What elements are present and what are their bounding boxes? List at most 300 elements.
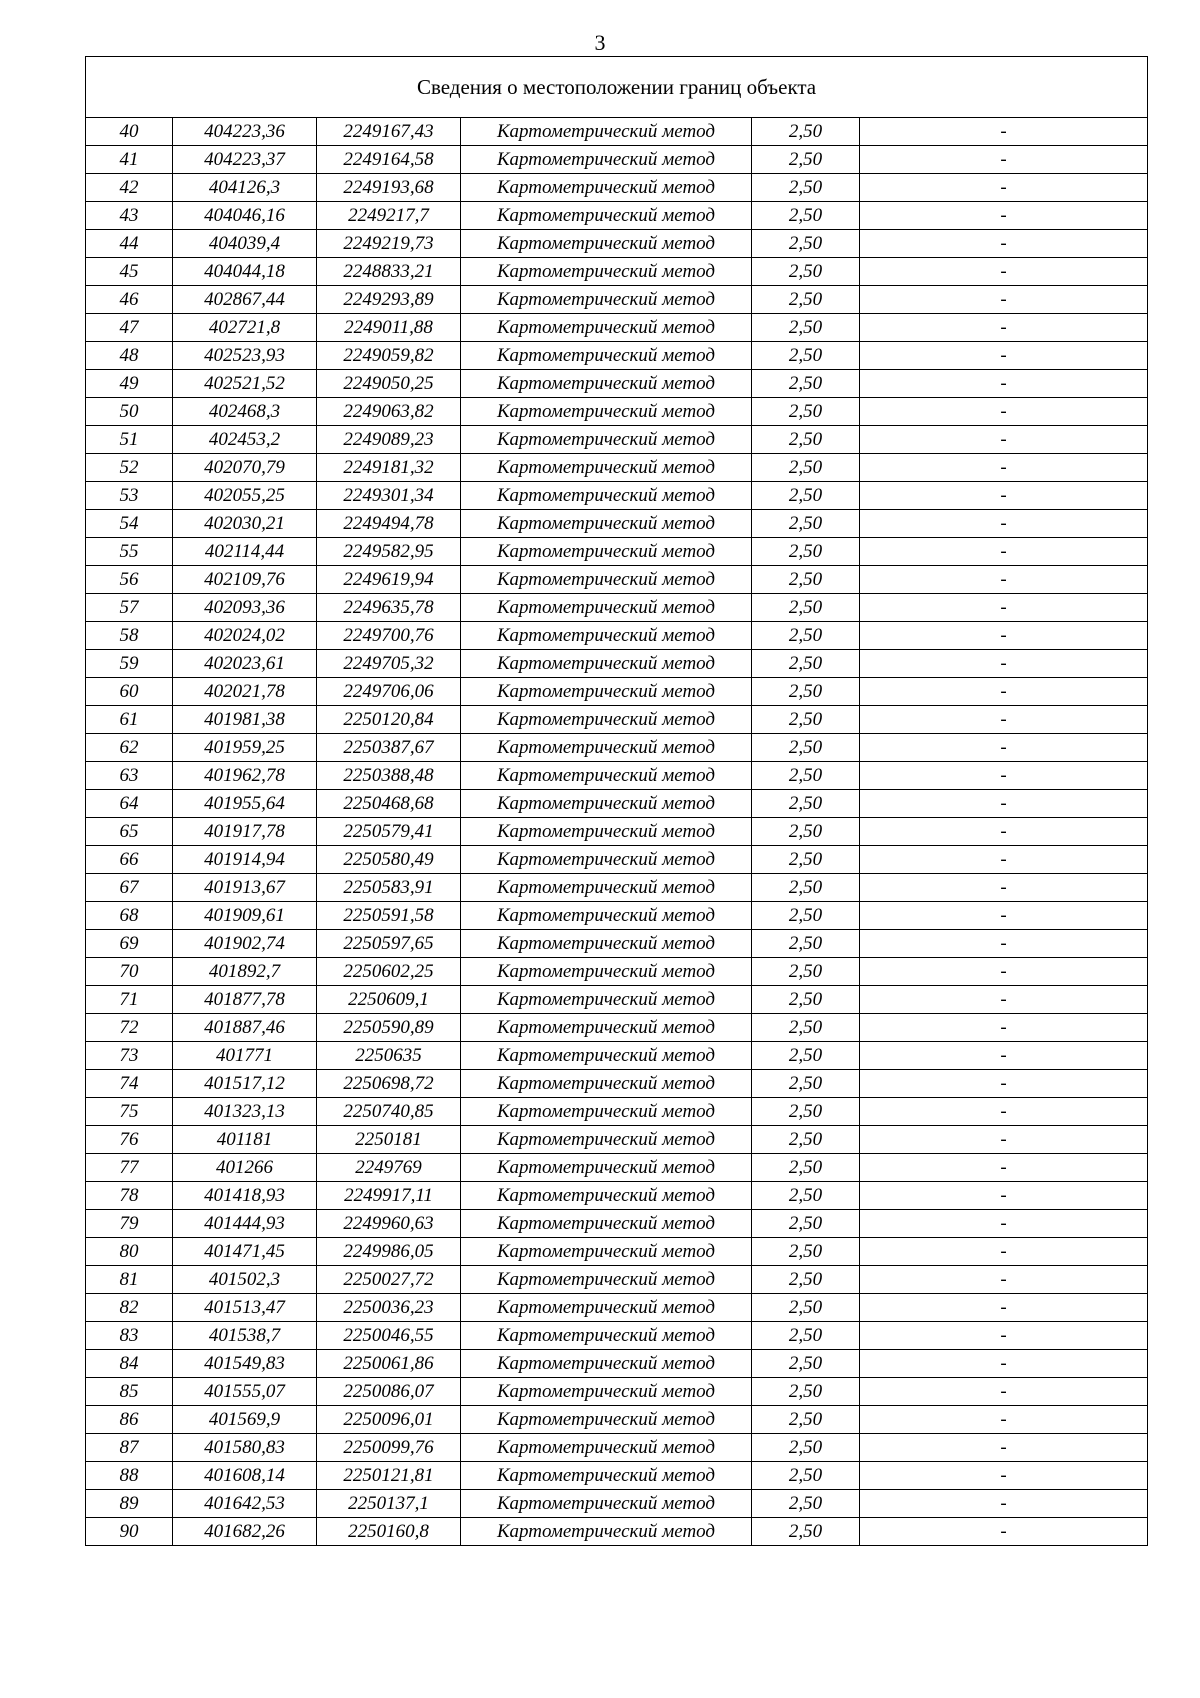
y-coordinate-cell: 2250061,86 (317, 1350, 461, 1378)
point-number-cell: 74 (86, 1070, 173, 1098)
y-coordinate-cell: 2249050,25 (317, 370, 461, 398)
point-number-cell: 87 (86, 1434, 173, 1462)
y-coordinate-cell: 2250388,48 (317, 762, 461, 790)
point-number-cell: 70 (86, 958, 173, 986)
method-cell: Картометрический метод (461, 1350, 752, 1378)
precision-cell: 2,50 (752, 790, 860, 818)
x-coordinate-cell: 404126,3 (173, 174, 317, 202)
x-coordinate-cell: 402093,36 (173, 594, 317, 622)
x-coordinate-cell: 401959,25 (173, 734, 317, 762)
precision-cell: 2,50 (752, 1322, 860, 1350)
method-cell: Картометрический метод (461, 342, 752, 370)
x-coordinate-cell: 401513,47 (173, 1294, 317, 1322)
method-cell: Картометрический метод (461, 1238, 752, 1266)
point-number-cell: 72 (86, 1014, 173, 1042)
table-row (86, 1042, 1148, 1070)
table-row (86, 482, 1148, 510)
precision-cell: 2,50 (752, 342, 860, 370)
precision-cell: 2,50 (752, 314, 860, 342)
y-coordinate-cell: 2250579,41 (317, 818, 461, 846)
precision-cell: 2,50 (752, 650, 860, 678)
y-coordinate-cell: 2249167,43 (317, 118, 461, 146)
x-coordinate-cell: 402023,61 (173, 650, 317, 678)
table-row (86, 1070, 1148, 1098)
method-cell: Картометрический метод (461, 594, 752, 622)
point-number-cell: 45 (86, 258, 173, 286)
point-number-cell: 78 (86, 1182, 173, 1210)
table-row (86, 174, 1148, 202)
y-coordinate-cell: 2250583,91 (317, 874, 461, 902)
precision-cell: 2,50 (752, 958, 860, 986)
method-cell: Картометрический метод (461, 678, 752, 706)
description-cell: - (860, 454, 1148, 482)
description-cell: - (860, 902, 1148, 930)
method-cell: Картометрический метод (461, 818, 752, 846)
precision-cell: 2,50 (752, 1070, 860, 1098)
table-row (86, 454, 1148, 482)
method-cell: Картометрический метод (461, 1406, 752, 1434)
method-cell: Картометрический метод (461, 1266, 752, 1294)
method-cell: Картометрический метод (461, 398, 752, 426)
y-coordinate-cell: 2250609,1 (317, 986, 461, 1014)
precision-cell: 2,50 (752, 1182, 860, 1210)
description-cell: - (860, 818, 1148, 846)
precision-cell: 2,50 (752, 846, 860, 874)
description-cell: - (860, 1238, 1148, 1266)
y-coordinate-cell: 2250468,68 (317, 790, 461, 818)
description-cell: - (860, 1406, 1148, 1434)
precision-cell: 2,50 (752, 1014, 860, 1042)
table-row (86, 314, 1148, 342)
point-number-cell: 73 (86, 1042, 173, 1070)
precision-cell: 2,50 (752, 230, 860, 258)
table-row (86, 1350, 1148, 1378)
description-cell: - (860, 510, 1148, 538)
table-row (86, 1294, 1148, 1322)
table-row (86, 1238, 1148, 1266)
y-coordinate-cell: 2250740,85 (317, 1098, 461, 1126)
point-number-cell: 77 (86, 1154, 173, 1182)
precision-cell: 2,50 (752, 538, 860, 566)
y-coordinate-cell: 2249917,11 (317, 1182, 461, 1210)
precision-cell: 2,50 (752, 902, 860, 930)
y-coordinate-cell: 2250160,8 (317, 1518, 461, 1546)
y-coordinate-cell: 2250580,49 (317, 846, 461, 874)
x-coordinate-cell: 401538,7 (173, 1322, 317, 1350)
point-number-cell: 51 (86, 426, 173, 454)
table-row (86, 398, 1148, 426)
point-number-cell: 80 (86, 1238, 173, 1266)
point-number-cell: 75 (86, 1098, 173, 1126)
precision-cell: 2,50 (752, 1294, 860, 1322)
x-coordinate-cell: 402468,3 (173, 398, 317, 426)
description-cell: - (860, 118, 1148, 146)
y-coordinate-cell: 2249705,32 (317, 650, 461, 678)
method-cell: Картометрический метод (461, 1490, 752, 1518)
table-row (86, 594, 1148, 622)
y-coordinate-cell: 2249494,78 (317, 510, 461, 538)
table-row (86, 1182, 1148, 1210)
point-number-cell: 49 (86, 370, 173, 398)
point-number-cell: 46 (86, 286, 173, 314)
precision-cell: 2,50 (752, 678, 860, 706)
point-number-cell: 44 (86, 230, 173, 258)
point-number-cell: 52 (86, 454, 173, 482)
y-coordinate-cell: 2250099,76 (317, 1434, 461, 1462)
method-cell: Картометрический метод (461, 202, 752, 230)
y-coordinate-cell: 2249293,89 (317, 286, 461, 314)
x-coordinate-cell: 401444,93 (173, 1210, 317, 1238)
table-row (86, 1126, 1148, 1154)
y-coordinate-cell: 2250046,55 (317, 1322, 461, 1350)
precision-cell: 2,50 (752, 482, 860, 510)
y-coordinate-cell: 2249619,94 (317, 566, 461, 594)
x-coordinate-cell: 401955,64 (173, 790, 317, 818)
precision-cell: 2,50 (752, 258, 860, 286)
method-cell: Картометрический метод (461, 1126, 752, 1154)
precision-cell: 2,50 (752, 566, 860, 594)
precision-cell: 2,50 (752, 1406, 860, 1434)
description-cell: - (860, 594, 1148, 622)
table-row (86, 1434, 1148, 1462)
y-coordinate-cell: 2249063,82 (317, 398, 461, 426)
x-coordinate-cell: 402523,93 (173, 342, 317, 370)
point-number-cell: 86 (86, 1406, 173, 1434)
x-coordinate-cell: 401887,46 (173, 1014, 317, 1042)
y-coordinate-cell: 2249059,82 (317, 342, 461, 370)
description-cell: - (860, 1014, 1148, 1042)
table-body (86, 118, 1148, 1546)
table-row (86, 118, 1148, 146)
point-number-cell: 53 (86, 482, 173, 510)
x-coordinate-cell: 404046,16 (173, 202, 317, 230)
x-coordinate-cell: 401917,78 (173, 818, 317, 846)
description-cell: - (860, 286, 1148, 314)
description-cell: - (860, 734, 1148, 762)
x-coordinate-cell: 402453,2 (173, 426, 317, 454)
description-cell: - (860, 370, 1148, 398)
description-cell: - (860, 230, 1148, 258)
description-cell: - (860, 1294, 1148, 1322)
y-coordinate-cell: 2250635 (317, 1042, 461, 1070)
point-number-cell: 55 (86, 538, 173, 566)
method-cell: Картометрический метод (461, 1182, 752, 1210)
table-row (86, 1518, 1148, 1546)
y-coordinate-cell: 2249582,95 (317, 538, 461, 566)
precision-cell: 2,50 (752, 286, 860, 314)
point-number-cell: 47 (86, 314, 173, 342)
precision-cell: 2,50 (752, 146, 860, 174)
precision-cell: 2,50 (752, 1210, 860, 1238)
description-cell: - (860, 1070, 1148, 1098)
precision-cell: 2,50 (752, 398, 860, 426)
table-row (86, 902, 1148, 930)
description-cell: - (860, 790, 1148, 818)
point-number-cell: 56 (86, 566, 173, 594)
point-number-cell: 61 (86, 706, 173, 734)
precision-cell: 2,50 (752, 1350, 860, 1378)
point-number-cell: 65 (86, 818, 173, 846)
table-row (86, 1266, 1148, 1294)
y-coordinate-cell: 2249219,73 (317, 230, 461, 258)
point-number-cell: 89 (86, 1490, 173, 1518)
description-cell: - (860, 1322, 1148, 1350)
precision-cell: 2,50 (752, 874, 860, 902)
table-row (86, 230, 1148, 258)
y-coordinate-cell: 2250602,25 (317, 958, 461, 986)
x-coordinate-cell: 402055,25 (173, 482, 317, 510)
method-cell: Картометрический метод (461, 454, 752, 482)
table-row (86, 1378, 1148, 1406)
x-coordinate-cell: 402030,21 (173, 510, 317, 538)
point-number-cell: 76 (86, 1126, 173, 1154)
table-row (86, 1490, 1148, 1518)
precision-cell: 2,50 (752, 1266, 860, 1294)
point-number-cell: 88 (86, 1462, 173, 1490)
table-row (86, 1462, 1148, 1490)
x-coordinate-cell: 401471,45 (173, 1238, 317, 1266)
method-cell: Картометрический метод (461, 1378, 752, 1406)
description-cell: - (860, 314, 1148, 342)
y-coordinate-cell: 2250120,84 (317, 706, 461, 734)
point-number-cell: 79 (86, 1210, 173, 1238)
method-cell: Картометрический метод (461, 1014, 752, 1042)
precision-cell: 2,50 (752, 454, 860, 482)
x-coordinate-cell: 402024,02 (173, 622, 317, 650)
point-number-cell: 42 (86, 174, 173, 202)
point-number-cell: 48 (86, 342, 173, 370)
y-coordinate-cell: 2249217,7 (317, 202, 461, 230)
method-cell: Картометрический метод (461, 146, 752, 174)
precision-cell: 2,50 (752, 1434, 860, 1462)
precision-cell: 2,50 (752, 426, 860, 454)
page-number: 3 (594, 30, 606, 55)
method-cell: Картометрический метод (461, 1070, 752, 1098)
precision-cell: 2,50 (752, 1154, 860, 1182)
y-coordinate-cell: 2250096,01 (317, 1406, 461, 1434)
y-coordinate-cell: 2249164,58 (317, 146, 461, 174)
method-cell: Картометрический метод (461, 1462, 752, 1490)
description-cell: - (860, 202, 1148, 230)
precision-cell: 2,50 (752, 1126, 860, 1154)
point-number-cell: 62 (86, 734, 173, 762)
table-row (86, 790, 1148, 818)
precision-cell: 2,50 (752, 1490, 860, 1518)
precision-cell: 2,50 (752, 622, 860, 650)
x-coordinate-cell: 401502,3 (173, 1266, 317, 1294)
description-cell: - (860, 566, 1148, 594)
table-row (86, 762, 1148, 790)
x-coordinate-cell: 402114,44 (173, 538, 317, 566)
description-cell: - (860, 1098, 1148, 1126)
description-cell: - (860, 398, 1148, 426)
point-number-cell: 54 (86, 510, 173, 538)
description-cell: - (860, 426, 1148, 454)
precision-cell: 2,50 (752, 986, 860, 1014)
table-row (86, 202, 1148, 230)
table-row (86, 706, 1148, 734)
y-coordinate-cell: 2249986,05 (317, 1238, 461, 1266)
precision-cell: 2,50 (752, 1462, 860, 1490)
precision-cell: 2,50 (752, 706, 860, 734)
precision-cell: 2,50 (752, 594, 860, 622)
description-cell: - (860, 174, 1148, 202)
precision-cell: 2,50 (752, 118, 860, 146)
method-cell: Картометрический метод (461, 846, 752, 874)
y-coordinate-cell: 2249011,88 (317, 314, 461, 342)
description-cell: - (860, 1378, 1148, 1406)
description-cell: - (860, 762, 1148, 790)
table-header-row (86, 57, 1148, 118)
y-coordinate-cell: 2250036,23 (317, 1294, 461, 1322)
table-row (86, 874, 1148, 902)
point-number-cell: 57 (86, 594, 173, 622)
point-number-cell: 67 (86, 874, 173, 902)
method-cell: Картометрический метод (461, 426, 752, 454)
y-coordinate-cell: 2250590,89 (317, 1014, 461, 1042)
x-coordinate-cell: 404044,18 (173, 258, 317, 286)
y-coordinate-cell: 2249706,06 (317, 678, 461, 706)
method-cell: Картометрический метод (461, 734, 752, 762)
description-cell: - (860, 846, 1148, 874)
precision-cell: 2,50 (752, 930, 860, 958)
x-coordinate-cell: 401981,38 (173, 706, 317, 734)
x-coordinate-cell: 401771 (173, 1042, 317, 1070)
method-cell: Картометрический метод (461, 902, 752, 930)
x-coordinate-cell: 401555,07 (173, 1378, 317, 1406)
description-cell: - (860, 706, 1148, 734)
point-number-cell: 43 (86, 202, 173, 230)
x-coordinate-cell: 401642,53 (173, 1490, 317, 1518)
method-cell: Картометрический метод (461, 118, 752, 146)
precision-cell: 2,50 (752, 1238, 860, 1266)
table-row (86, 1210, 1148, 1238)
method-cell: Картометрический метод (461, 482, 752, 510)
description-cell: - (860, 1490, 1148, 1518)
point-number-cell: 69 (86, 930, 173, 958)
y-coordinate-cell: 2249960,63 (317, 1210, 461, 1238)
method-cell: Картометрический метод (461, 1098, 752, 1126)
point-number-cell: 90 (86, 1518, 173, 1546)
method-cell: Картометрический метод (461, 1154, 752, 1182)
x-coordinate-cell: 401517,12 (173, 1070, 317, 1098)
table-row (86, 734, 1148, 762)
x-coordinate-cell: 404039,4 (173, 230, 317, 258)
x-coordinate-cell: 404223,37 (173, 146, 317, 174)
method-cell: Картометрический метод (461, 230, 752, 258)
method-cell: Картометрический метод (461, 650, 752, 678)
x-coordinate-cell: 402521,52 (173, 370, 317, 398)
description-cell: - (860, 930, 1148, 958)
table-row (86, 286, 1148, 314)
y-coordinate-cell: 2249089,23 (317, 426, 461, 454)
description-cell: - (860, 538, 1148, 566)
table-title: Сведения о местоположении границ объекта (86, 57, 1148, 118)
y-coordinate-cell: 2250591,58 (317, 902, 461, 930)
method-cell: Картометрический метод (461, 370, 752, 398)
table-row (86, 1098, 1148, 1126)
boundary-coordinates-table (85, 56, 1148, 1546)
method-cell: Картометрический метод (461, 790, 752, 818)
y-coordinate-cell: 2249181,32 (317, 454, 461, 482)
y-coordinate-cell: 2250137,1 (317, 1490, 461, 1518)
point-number-cell: 59 (86, 650, 173, 678)
x-coordinate-cell: 401418,93 (173, 1182, 317, 1210)
point-number-cell: 60 (86, 678, 173, 706)
y-coordinate-cell: 2249193,68 (317, 174, 461, 202)
y-coordinate-cell: 2249301,34 (317, 482, 461, 510)
point-number-cell: 66 (86, 846, 173, 874)
precision-cell: 2,50 (752, 370, 860, 398)
point-number-cell: 81 (86, 1266, 173, 1294)
precision-cell: 2,50 (752, 734, 860, 762)
table-row (86, 622, 1148, 650)
table-row (86, 258, 1148, 286)
method-cell: Картометрический метод (461, 538, 752, 566)
table-row (86, 958, 1148, 986)
table-row (86, 650, 1148, 678)
point-number-cell: 64 (86, 790, 173, 818)
precision-cell: 2,50 (752, 202, 860, 230)
x-coordinate-cell: 401913,67 (173, 874, 317, 902)
table-row (86, 1322, 1148, 1350)
table-row (86, 370, 1148, 398)
table-row (86, 678, 1148, 706)
description-cell: - (860, 650, 1148, 678)
x-coordinate-cell: 402109,76 (173, 566, 317, 594)
precision-cell: 2,50 (752, 174, 860, 202)
description-cell: - (860, 258, 1148, 286)
y-coordinate-cell: 2250597,65 (317, 930, 461, 958)
method-cell: Картометрический метод (461, 286, 752, 314)
method-cell: Картометрический метод (461, 1294, 752, 1322)
x-coordinate-cell: 401323,13 (173, 1098, 317, 1126)
point-number-cell: 82 (86, 1294, 173, 1322)
y-coordinate-cell: 2250698,72 (317, 1070, 461, 1098)
method-cell: Картометрический метод (461, 958, 752, 986)
x-coordinate-cell: 402070,79 (173, 454, 317, 482)
y-coordinate-cell: 2250181 (317, 1126, 461, 1154)
precision-cell: 2,50 (752, 510, 860, 538)
x-coordinate-cell: 401608,14 (173, 1462, 317, 1490)
x-coordinate-cell: 404223,36 (173, 118, 317, 146)
description-cell: - (860, 482, 1148, 510)
x-coordinate-cell: 401569,9 (173, 1406, 317, 1434)
x-coordinate-cell: 401892,7 (173, 958, 317, 986)
description-cell: - (860, 1518, 1148, 1546)
x-coordinate-cell: 401682,26 (173, 1518, 317, 1546)
x-coordinate-cell: 402867,44 (173, 286, 317, 314)
method-cell: Картометрический метод (461, 874, 752, 902)
description-cell: - (860, 874, 1148, 902)
method-cell: Картометрический метод (461, 258, 752, 286)
point-number-cell: 40 (86, 118, 173, 146)
x-coordinate-cell: 402021,78 (173, 678, 317, 706)
method-cell: Картометрический метод (461, 1434, 752, 1462)
description-cell: - (860, 1266, 1148, 1294)
description-cell: - (860, 1126, 1148, 1154)
point-number-cell: 41 (86, 146, 173, 174)
table-row (86, 846, 1148, 874)
description-cell: - (860, 1434, 1148, 1462)
x-coordinate-cell: 401877,78 (173, 986, 317, 1014)
description-cell: - (860, 678, 1148, 706)
description-cell: - (860, 1350, 1148, 1378)
description-cell: - (860, 146, 1148, 174)
x-coordinate-cell: 401902,74 (173, 930, 317, 958)
table-row (86, 566, 1148, 594)
method-cell: Картометрический метод (461, 986, 752, 1014)
